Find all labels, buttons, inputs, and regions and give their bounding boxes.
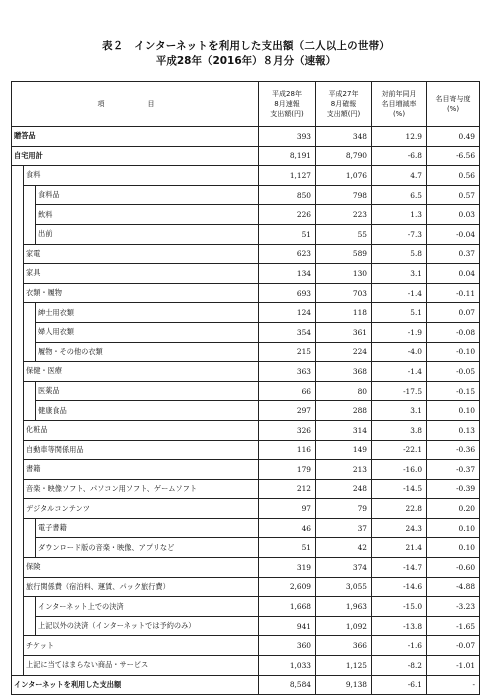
value-2015-cell: 80 [316,381,372,401]
row-label: インターネットを利用した支出額 [12,675,259,695]
value-2015-cell: 8,790 [316,146,372,166]
contribution-cell: -0.10 [427,342,480,362]
indent-cell [12,420,24,440]
contribution-cell: -4.88 [427,577,480,597]
contribution-cell: 0.03 [427,205,480,225]
value-2016-cell: 8,584 [259,675,316,695]
indent-cell [12,342,24,362]
indent-cell [24,303,36,323]
value-2015-cell: 42 [316,538,372,558]
value-2016-cell: 8,191 [259,146,316,166]
table-row [12,479,480,499]
value-2016-cell: 2,609 [259,577,316,597]
value-2016-cell: 354 [259,322,316,342]
table-row [12,244,480,264]
value-2015-cell: 374 [316,558,372,578]
yoy-rate-cell: 3.8 [372,420,427,440]
row-label: 紳士用衣類 [36,303,259,323]
value-2015-cell: 1,125 [316,656,372,676]
value-2016-cell: 116 [259,440,316,460]
indent-cell [12,303,24,323]
row-label: 自動車等関係用品 [24,440,259,460]
yoy-rate-cell: -13.8 [372,616,427,636]
value-2016-cell: 124 [259,303,316,323]
value-2015-cell: 288 [316,401,372,421]
table-row [12,675,480,695]
yoy-rate-cell: -15.0 [372,597,427,617]
indent-cell [12,440,24,460]
indent-cell [12,558,24,578]
yoy-rate-cell: 4.7 [372,166,427,186]
contribution-cell: -0.37 [427,460,480,480]
yoy-rate-cell: -1.6 [372,636,427,656]
value-2015-cell: 223 [316,205,372,225]
indent-cell [12,362,24,382]
value-2016-cell: 360 [259,636,316,656]
contribution-cell: 0.57 [427,185,480,205]
value-2016-cell: 51 [259,224,316,244]
value-2016-cell: 941 [259,616,316,636]
contribution-cell: -0.39 [427,479,480,499]
contribution-cell: 0.13 [427,420,480,440]
value-2015-cell: 37 [316,518,372,538]
value-2015-cell: 9,138 [316,675,372,695]
row-label: 家具 [24,264,259,284]
contribution-cell: 0.10 [427,401,480,421]
contribution-cell: -6.56 [427,146,480,166]
row-label: 出前 [36,224,259,244]
table-row [12,146,480,166]
contribution-cell: 0.10 [427,538,480,558]
value-2015-cell: 1,963 [316,597,372,617]
contribution-cell: 0.49 [427,127,480,147]
indent-cell [12,185,24,205]
value-2015-cell: 55 [316,224,372,244]
yoy-rate-cell: -14.5 [372,479,427,499]
row-label: 自宅用計 [12,146,259,166]
row-label: 食料品 [36,185,259,205]
contribution-cell: 0.10 [427,518,480,538]
table-row [12,656,480,676]
value-2015-cell: 1,076 [316,166,372,186]
header-contribution: 名目寄与度 (%) [427,82,480,127]
value-2015-cell: 361 [316,322,372,342]
value-2016-cell: 215 [259,342,316,362]
contribution-cell: 0.20 [427,499,480,519]
row-label: 音楽・映像ソフト、パソコン用ソフト、ゲームソフト [24,479,259,499]
value-2015-cell: 348 [316,127,372,147]
row-label: 書籍 [24,460,259,480]
value-2015-cell: 366 [316,636,372,656]
yoy-rate-cell: -14.7 [372,558,427,578]
indent-cell [12,244,24,264]
value-2016-cell: 97 [259,499,316,519]
expenditure-table [11,81,480,695]
indent-cell [24,518,36,538]
table-header-row [12,82,480,127]
indent-cell [12,499,24,519]
indent-cell [12,577,24,597]
row-label: インターネット上での決済 [36,597,259,617]
table-row [12,401,480,421]
yoy-rate-cell: 3.1 [372,401,427,421]
yoy-rate-cell: -1.9 [372,322,427,342]
indent-cell [24,342,36,362]
value-2016-cell: 363 [259,362,316,382]
table-row [12,381,480,401]
indent-cell [12,224,24,244]
table-row [12,538,480,558]
value-2015-cell: 130 [316,264,372,284]
table-row [12,342,480,362]
indent-cell [12,322,24,342]
indent-cell [12,616,24,636]
table-row [12,185,480,205]
indent-cell [24,401,36,421]
table-body [12,127,480,695]
value-2016-cell: 850 [259,185,316,205]
contribution-cell: -0.11 [427,283,480,303]
indent-cell [24,538,36,558]
table-row [12,205,480,225]
value-2015-cell: 213 [316,460,372,480]
contribution-cell: -0.60 [427,558,480,578]
contribution-cell: 0.07 [427,303,480,323]
yoy-rate-cell: 24.3 [372,518,427,538]
table-row [12,362,480,382]
table-row [12,283,480,303]
table-row [12,224,480,244]
row-label: ダウンロード版の音楽・映像、アプリなど [36,538,259,558]
value-2016-cell: 319 [259,558,316,578]
value-2015-cell: 368 [316,362,372,382]
value-2016-cell: 1,033 [259,656,316,676]
value-2015-cell: 118 [316,303,372,323]
row-label: 飲料 [36,205,259,225]
table-row [12,518,480,538]
table-row [12,264,480,284]
contribution-cell: 0.56 [427,166,480,186]
indent-cell [12,381,24,401]
row-label: チケット [24,636,259,656]
value-2015-cell: 3,055 [316,577,372,597]
row-label: 化粧品 [24,420,259,440]
table-row [12,636,480,656]
value-2016-cell: 226 [259,205,316,225]
indent-cell [12,401,24,421]
value-2016-cell: 134 [259,264,316,284]
yoy-rate-cell: 1.3 [372,205,427,225]
value-2016-cell: 179 [259,460,316,480]
value-2016-cell: 66 [259,381,316,401]
row-label: 衣類・履物 [24,283,259,303]
row-label: 上記に当てはまらない商品・サービス [24,656,259,676]
yoy-rate-cell: 6.5 [372,185,427,205]
contribution-cell: -0.15 [427,381,480,401]
value-2016-cell: 1,668 [259,597,316,617]
header-2016-aug: 平成28年 8月速報 支出額(円) [259,82,316,127]
yoy-rate-cell: 21.4 [372,538,427,558]
yoy-rate-cell: -7.3 [372,224,427,244]
contribution-cell: -0.08 [427,322,480,342]
value-2016-cell: 623 [259,244,316,264]
header-2015-aug: 平成27年 8月確報 支出額(円) [316,82,372,127]
contribution-cell: -1.01 [427,656,480,676]
indent-cell [12,205,24,225]
contribution-cell: 0.04 [427,264,480,284]
table-row [12,322,480,342]
value-2015-cell: 703 [316,283,372,303]
indent-cell [24,185,36,205]
value-2016-cell: 46 [259,518,316,538]
value-2015-cell: 248 [316,479,372,499]
yoy-rate-cell: -17.5 [372,381,427,401]
row-label: 電子書籍 [36,518,259,538]
row-label: 食料 [24,166,259,186]
indent-cell [12,283,24,303]
yoy-rate-cell: -16.0 [372,460,427,480]
value-2015-cell: 224 [316,342,372,362]
indent-cell [24,381,36,401]
table-row [12,166,480,186]
value-2016-cell: 393 [259,127,316,147]
row-label: 婦人用衣類 [36,322,259,342]
yoy-rate-cell: 3.1 [372,264,427,284]
table-subtitle: 平成28年（2016年）８月分（速報） [155,55,337,67]
row-label: 家電 [24,244,259,264]
contribution-cell: -0.36 [427,440,480,460]
indent-cell [12,460,24,480]
indent-cell [12,264,24,284]
header-yoy-rate: 対前年同月 名目増減率 (%) [372,82,427,127]
row-label: 健康食品 [36,401,259,421]
indent-cell [24,205,36,225]
contribution-cell: -1.65 [427,616,480,636]
table-row [12,460,480,480]
yoy-rate-cell: 12.9 [372,127,427,147]
table-row [12,597,480,617]
indent-cell [24,597,36,617]
yoy-rate-cell: -14.6 [372,577,427,597]
indent-cell [12,538,24,558]
yoy-rate-cell: -1.4 [372,283,427,303]
yoy-rate-cell: 5.1 [372,303,427,323]
table-row [12,558,480,578]
yoy-rate-cell: 22.8 [372,499,427,519]
row-label: 保険 [24,558,259,578]
table-row [12,577,480,597]
yoy-rate-cell: -1.4 [372,362,427,382]
indent-cell [12,636,24,656]
value-2016-cell: 326 [259,420,316,440]
table-row [12,616,480,636]
table-row [12,440,480,460]
yoy-rate-cell: -4.0 [372,342,427,362]
value-2016-cell: 212 [259,479,316,499]
value-2015-cell: 79 [316,499,372,519]
contribution-cell: 0.37 [427,244,480,264]
indent-cell [12,518,24,538]
value-2016-cell: 693 [259,283,316,303]
table-row [12,303,480,323]
yoy-rate-cell: -22.1 [372,440,427,460]
row-label: 旅行関係費（宿泊料、運賃、パック旅行費） [24,577,259,597]
contribution-cell: -0.04 [427,224,480,244]
value-2015-cell: 314 [316,420,372,440]
value-2015-cell: 589 [316,244,372,264]
header-item: 項 目 [12,82,259,127]
indent-cell [24,224,36,244]
table-title: 表２ インターネットを利用した支出額（二人以上の世帯） [102,40,390,52]
indent-cell [12,597,24,617]
value-2016-cell: 297 [259,401,316,421]
value-2015-cell: 798 [316,185,372,205]
indent-cell [24,616,36,636]
table-row [12,127,480,147]
table-row [12,420,480,440]
indent-cell [12,656,24,676]
yoy-rate-cell: -6.8 [372,146,427,166]
contribution-cell: -3.23 [427,597,480,617]
row-label: 上記以外の決済（インターネットでは予約のみ） [36,616,259,636]
yoy-rate-cell: -6.1 [372,675,427,695]
contribution-cell: -0.05 [427,362,480,382]
yoy-rate-cell: -8.2 [372,656,427,676]
contribution-cell: - [427,675,480,695]
yoy-rate-cell: 5.8 [372,244,427,264]
indent-cell [24,322,36,342]
row-label: 贈答品 [12,127,259,147]
row-label: 履物・その他の衣類 [36,342,259,362]
indent-cell [12,166,24,186]
contribution-cell: -0.07 [427,636,480,656]
value-2016-cell: 1,127 [259,166,316,186]
row-label: デジタルコンテンツ [24,499,259,519]
table-row [12,499,480,519]
row-label: 医薬品 [36,381,259,401]
indent-cell [12,479,24,499]
value-2015-cell: 1,092 [316,616,372,636]
row-label: 保健・医療 [24,362,259,382]
value-2015-cell: 149 [316,440,372,460]
value-2016-cell: 51 [259,538,316,558]
